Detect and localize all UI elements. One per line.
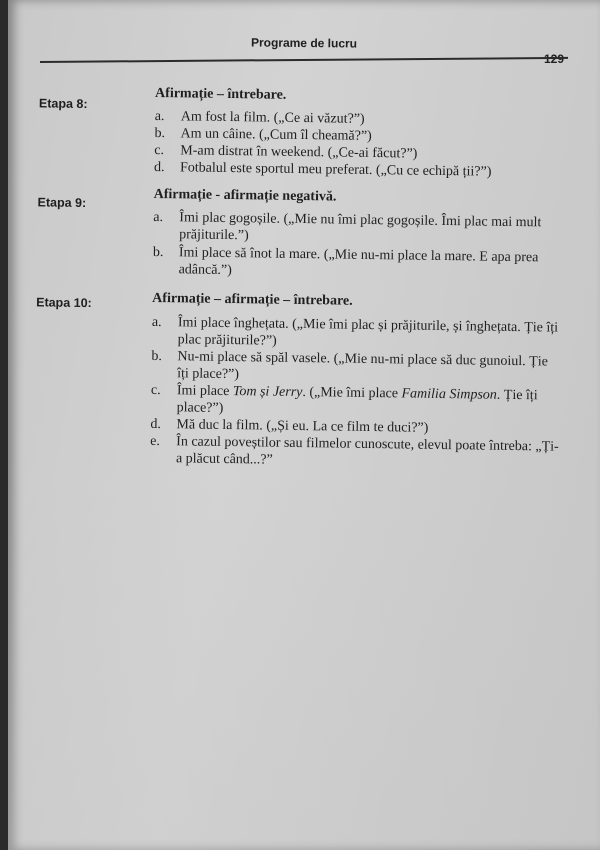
item-letter: d. — [153, 159, 165, 176]
item-letter: b. — [151, 348, 163, 365]
item-text: Îmi plac gogoșile. („Mie nu îmi plac gogoșile. Îmi plac mai mult prăjiturile.”) — [179, 210, 542, 244]
list-item — [150, 433, 560, 473]
stage-label-8: Etapa 8: — [38, 96, 88, 112]
item-text: Nu-mi place să spăl vasele. („Mie nu-mi place să duc gunoiul. Ție îți place?”) — [177, 349, 548, 383]
item-text: Am un câine. („Cum îl cheamă?”) — [180, 126, 372, 144]
list-item — [151, 382, 561, 422]
item-text-part: . Ție îți place?”) — [176, 387, 538, 416]
running-header: Programe de lucru — [250, 35, 358, 51]
item-letter: a. — [154, 108, 165, 125]
item-text: Am fost la film. („Ce ai văzut?”) — [180, 109, 365, 127]
item-letter: e. — [150, 433, 161, 450]
stage-heading-8: Afirmație – întrebare. — [154, 85, 287, 103]
item-letter: c. — [154, 142, 165, 159]
stage-heading-9: Afirmație - afirmație negativă. — [153, 186, 337, 205]
item-letter: d. — [150, 416, 162, 433]
item-text-italic: Familia Simpson — [401, 386, 497, 403]
page-shading — [8, 470, 600, 850]
item-text-part: . („Mie îmi place — [302, 385, 402, 402]
page-number: 129 — [544, 52, 565, 66]
item-text-part: Îmi place — [176, 383, 234, 400]
stage-label-10: Etapa 10: — [36, 295, 92, 311]
item-letter: a. — [151, 314, 162, 331]
list-item — [153, 244, 563, 284]
item-text-italic: Tom și Jerry — [232, 384, 303, 401]
item-letter: b. — [152, 244, 164, 261]
item-text: Mă duc la film. („Și eu. La ce film te duci?”) — [176, 417, 429, 436]
list-item — [153, 209, 563, 249]
item-letter: c. — [150, 382, 161, 399]
list-item — [152, 314, 562, 354]
item-letter: b. — [154, 125, 166, 142]
item-text: Fotbalul este sportul meu preferat. („Cu ce echipă ții?”) — [179, 160, 492, 180]
book-page — [8, 0, 600, 850]
item-letter: a. — [153, 209, 164, 226]
stage-heading-10: Afirmație – afirmație – întrebare. — [152, 290, 353, 309]
item-text: M-am distrat în weekend. („Ce-ai făcut?”) — [180, 143, 418, 162]
item-text — [177, 382, 561, 421]
item-text: Îmi place înghețata. („Mie îmi plac și prăjiturile, și înghețata. Ție îți plac prăjiturile?”) — [177, 315, 559, 349]
list-item — [151, 348, 561, 388]
item-text: În cazul poveștilor sau filmelor cunoscute, elevul poate întreba: „Ți-a plăcut când...?” — [175, 434, 559, 468]
stage-label-9: Etapa 9: — [37, 195, 87, 211]
item-text: Îmi place să înot la mare. („Mie nu-mi place la mare. E apa prea adâncă.”) — [178, 245, 539, 279]
